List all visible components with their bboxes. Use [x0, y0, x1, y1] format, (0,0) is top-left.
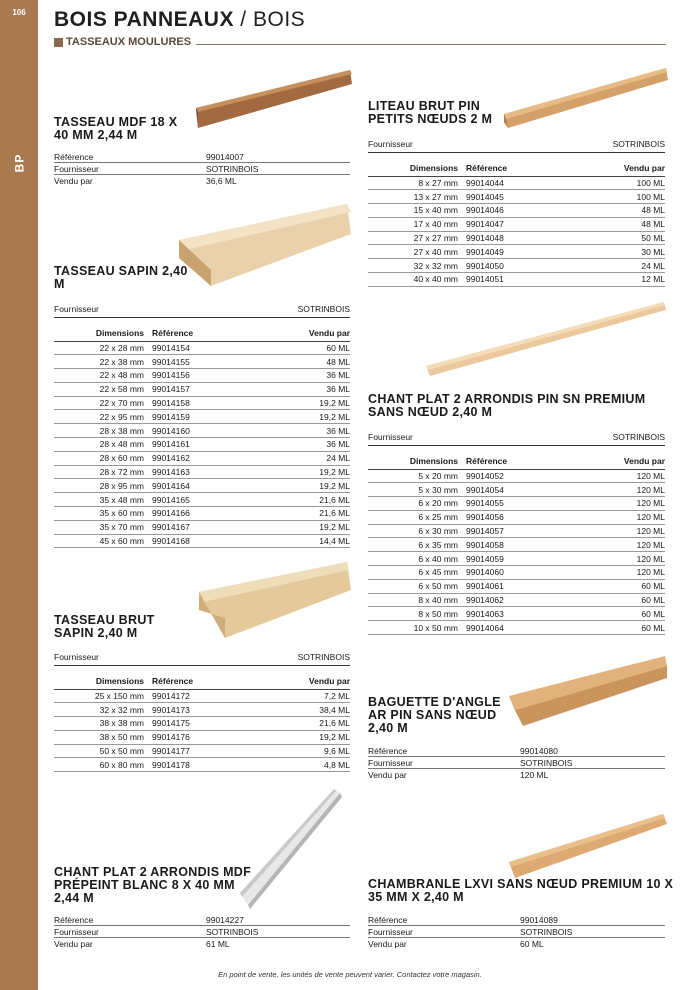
col-reference: Référence [466, 454, 586, 469]
table-header-row [368, 454, 665, 469]
cell-vendu: 19,2 ML [272, 730, 350, 744]
table-row [54, 744, 350, 758]
cell-dimensions: 17 x 40 mm [368, 217, 466, 231]
spec-row-fournisseur [368, 757, 665, 769]
cell-dimensions: 8 x 50 mm [368, 607, 466, 621]
cell-dimensions: 28 x 48 mm [54, 438, 152, 452]
liteau-brut-image [500, 64, 670, 134]
cell-reference: 99014061 [466, 579, 586, 593]
cell-reference: 99014158 [152, 396, 272, 410]
chant-plat-pin-fournisseur [368, 428, 665, 446]
page-title-main: BOIS PANNEAUX [54, 8, 234, 31]
spec-label: Fournisseur [54, 163, 99, 174]
spec-value: 60 ML [520, 939, 544, 949]
table-row [54, 689, 350, 703]
cell-vendu: 38,4 ML [272, 703, 350, 717]
cell-dimensions: 35 x 60 mm [54, 507, 152, 521]
table-row [368, 593, 665, 607]
chambranle-specs [368, 914, 665, 950]
col-reference: Référence [152, 326, 272, 341]
cell-dimensions: 22 x 28 mm [54, 341, 152, 355]
cell-reference: 99014161 [152, 438, 272, 452]
cell-dimensions: 28 x 38 mm [54, 424, 152, 438]
spec-value: 61 ML [206, 939, 230, 949]
cell-reference: 99014048 [466, 231, 586, 245]
spec-value: SOTRINBOIS [206, 163, 259, 174]
table-row [54, 758, 350, 772]
tasseau-brut-title: TASSEAU BRUT SAPIN 2,40 M [54, 613, 155, 640]
tasseau-sapin-table [54, 326, 350, 548]
cell-vendu: 21,6 ML [272, 507, 350, 521]
chambranle-image [505, 810, 670, 885]
cell-vendu: 36 ML [272, 382, 350, 396]
cell-dimensions: 8 x 27 mm [368, 176, 466, 190]
cell-reference: 99014157 [152, 382, 272, 396]
cell-vendu: 60 ML [586, 593, 665, 607]
cell-dimensions: 35 x 48 mm [54, 493, 152, 507]
tasseau-brut-image [195, 560, 355, 640]
cell-vendu: 19,2 ML [272, 479, 350, 493]
cell-vendu: 60 ML [272, 341, 350, 355]
cell-reference: 99014160 [152, 424, 272, 438]
cell-reference: 99014046 [466, 204, 586, 218]
cell-reference: 99014172 [152, 689, 272, 703]
table-row [368, 245, 665, 259]
spec-row-reference [54, 914, 350, 926]
table-row [54, 451, 350, 465]
section-heading [54, 36, 191, 48]
footer-note: En point de vente, les unités de vente peuvent varier. Contactez votre magasin. [218, 970, 482, 979]
table-row [368, 607, 665, 621]
table-header-row [54, 326, 350, 341]
liteau-brut-table [368, 161, 665, 287]
liteau-brut-fournisseur [368, 135, 665, 153]
tasseau-sapin-image [175, 200, 355, 290]
table-row [54, 424, 350, 438]
spec-label: Fournisseur [368, 757, 413, 768]
cell-reference: 99014173 [152, 703, 272, 717]
table-row [54, 355, 350, 369]
cell-vendu: 4,8 ML [272, 758, 350, 772]
cell-reference: 99014168 [152, 534, 272, 548]
fournisseur-value: SOTRINBOIS [612, 431, 665, 442]
table-row [54, 534, 350, 548]
cell-dimensions: 32 x 32 mm [54, 703, 152, 717]
sidebar-band [0, 0, 38, 990]
cell-vendu: 30 ML [586, 245, 665, 259]
cell-reference: 99014058 [466, 538, 586, 552]
cell-vendu: 12 ML [586, 273, 665, 287]
spec-value: 36,6 ML [206, 176, 237, 186]
cell-dimensions: 38 x 38 mm [54, 717, 152, 731]
spec-row-reference [54, 151, 350, 163]
spec-value: 99014089 [520, 914, 558, 925]
cell-dimensions: 40 x 40 mm [368, 273, 466, 287]
tasseau-brut-fournisseur [54, 648, 350, 666]
section-square-icon [54, 38, 63, 47]
spec-value: SOTRINBOIS [206, 926, 259, 937]
spec-label: Fournisseur [54, 926, 99, 937]
cell-vendu: 21,6 ML [272, 493, 350, 507]
cell-reference: 99014050 [466, 259, 586, 273]
cell-reference: 99014156 [152, 369, 272, 383]
table-row [54, 703, 350, 717]
cell-reference: 99014060 [466, 566, 586, 580]
section-tab-label: BP [11, 153, 26, 173]
spec-row-reference [368, 745, 665, 757]
cell-reference: 99014164 [152, 479, 272, 493]
cell-reference: 99014165 [152, 493, 272, 507]
cell-reference: 99014178 [152, 758, 272, 772]
cell-reference: 99014049 [466, 245, 586, 259]
cell-reference: 99014051 [466, 273, 586, 287]
spec-value: SOTRINBOIS [520, 926, 573, 937]
cell-reference: 99014047 [466, 217, 586, 231]
tasseau-sapin-title: TASSEAU SAPIN 2,40 M [54, 264, 188, 291]
chant-plat-mdf-title: CHANT PLAT 2 ARRONDIS MDF PRÉPEINT BLANC 8 X 40 MM 2,44 M [54, 865, 252, 905]
col-vendu: Vendu par [272, 674, 350, 689]
cell-vendu: 120 ML [586, 538, 665, 552]
cell-reference: 99014176 [152, 730, 272, 744]
cell-vendu: 7,2 ML [272, 689, 350, 703]
col-dimensions: Dimensions [368, 454, 466, 469]
cell-reference: 99014159 [152, 410, 272, 424]
spec-value: 99014227 [206, 914, 244, 925]
tasseau-mdf-title: TASSEAU MDF 18 X 40 MM 2,44 M [54, 115, 178, 142]
spec-row-vendu [368, 769, 665, 781]
col-dimensions: Dimensions [54, 326, 152, 341]
spec-value: 120 ML [520, 770, 549, 780]
cell-vendu: 100 ML [586, 176, 665, 190]
table-row [368, 204, 665, 218]
spec-label: Vendu par [54, 939, 93, 949]
cell-reference: 99014166 [152, 507, 272, 521]
cell-dimensions: 5 x 30 mm [368, 483, 466, 497]
section-tab [0, 148, 38, 178]
cell-reference: 99014162 [152, 451, 272, 465]
cell-vendu: 48 ML [586, 204, 665, 218]
table-row [368, 190, 665, 204]
spec-label: Fournisseur [368, 926, 413, 937]
table-row [368, 273, 665, 287]
table-row [368, 524, 665, 538]
cell-vendu: 60 ML [586, 621, 665, 635]
col-vendu: Vendu par [586, 454, 665, 469]
cell-vendu: 120 ML [586, 524, 665, 538]
table-row [54, 438, 350, 452]
cell-dimensions: 5 x 20 mm [368, 469, 466, 483]
spec-row-reference [368, 914, 665, 926]
fournisseur-label: Fournisseur [368, 431, 413, 442]
cell-dimensions: 22 x 38 mm [54, 355, 152, 369]
tasseau-sapin-fournisseur [54, 300, 350, 318]
cell-dimensions: 6 x 35 mm [368, 538, 466, 552]
cell-vendu: 19,2 ML [272, 396, 350, 410]
cell-dimensions: 38 x 50 mm [54, 730, 152, 744]
table-row [368, 259, 665, 273]
table-row [368, 579, 665, 593]
chant-plat-pin-image [420, 298, 670, 383]
cell-vendu: 48 ML [586, 217, 665, 231]
cell-reference: 99014057 [466, 524, 586, 538]
spec-value: SOTRINBOIS [520, 757, 573, 768]
cell-vendu: 21,6 ML [272, 717, 350, 731]
cell-dimensions: 22 x 48 mm [54, 369, 152, 383]
chant-plat-pin-table [368, 454, 665, 635]
cell-reference: 99014045 [466, 190, 586, 204]
cell-vendu: 100 ML [586, 190, 665, 204]
spec-label: Vendu par [54, 176, 93, 186]
col-dimensions: Dimensions [368, 161, 466, 176]
cell-dimensions: 22 x 70 mm [54, 396, 152, 410]
table-row [368, 552, 665, 566]
cell-dimensions: 25 x 150 mm [54, 689, 152, 703]
table-row [54, 520, 350, 534]
cell-dimensions: 35 x 70 mm [54, 520, 152, 534]
table-row [368, 566, 665, 580]
cell-vendu: 36 ML [272, 438, 350, 452]
col-vendu: Vendu par [586, 161, 665, 176]
baguette-angle-image [505, 652, 670, 732]
cell-vendu: 60 ML [586, 607, 665, 621]
spec-row-fournisseur [368, 926, 665, 938]
cell-reference: 99014052 [466, 469, 586, 483]
col-vendu: Vendu par [272, 326, 350, 341]
table-row [368, 231, 665, 245]
table-row [368, 483, 665, 497]
cell-vendu: 19,2 ML [272, 410, 350, 424]
table-row [54, 717, 350, 731]
table-row [368, 176, 665, 190]
spec-value: 99014007 [206, 151, 244, 162]
cell-reference: 99014167 [152, 520, 272, 534]
col-dimensions: Dimensions [54, 674, 152, 689]
cell-vendu: 19,2 ML [272, 465, 350, 479]
cell-reference: 99014175 [152, 717, 272, 731]
cell-dimensions: 13 x 27 mm [368, 190, 466, 204]
cell-dimensions: 32 x 32 mm [368, 259, 466, 273]
table-row [54, 382, 350, 396]
table-row [54, 410, 350, 424]
cell-vendu: 120 ML [586, 552, 665, 566]
table-row [368, 469, 665, 483]
page-title-sub: / BOIS [233, 8, 306, 31]
cell-vendu: 60 ML [586, 579, 665, 593]
spec-value: 99014080 [520, 745, 558, 756]
cell-dimensions: 45 x 60 mm [54, 534, 152, 548]
spec-label: Référence [368, 745, 408, 756]
tasseau-mdf-specs [54, 151, 350, 187]
cell-dimensions: 10 x 50 mm [368, 621, 466, 635]
cell-vendu: 120 ML [586, 510, 665, 524]
table-row [54, 465, 350, 479]
table-row [54, 493, 350, 507]
cell-dimensions: 6 x 20 mm [368, 497, 466, 511]
fournisseur-label: Fournisseur [54, 651, 99, 662]
cell-reference: 99014062 [466, 593, 586, 607]
cell-reference: 99014163 [152, 465, 272, 479]
table-row [368, 217, 665, 231]
cell-dimensions: 50 x 50 mm [54, 744, 152, 758]
table-row [368, 510, 665, 524]
table-header-row [54, 674, 350, 689]
table-row [54, 507, 350, 521]
chambranle-title: CHAMBRANLE LXVI SANS NŒUD PREMIUM 10 X 35 MM X 2,40 M [368, 877, 674, 904]
cell-reference: 99014063 [466, 607, 586, 621]
cell-dimensions: 22 x 95 mm [54, 410, 152, 424]
cell-reference: 99014154 [152, 341, 272, 355]
page-number: 106 [12, 8, 26, 17]
cell-reference: 99014055 [466, 497, 586, 511]
cell-reference: 99014064 [466, 621, 586, 635]
cell-reference: 99014059 [466, 552, 586, 566]
cell-dimensions: 60 x 80 mm [54, 758, 152, 772]
cell-reference: 99014177 [152, 744, 272, 758]
table-row [54, 341, 350, 355]
table-header-row [368, 161, 665, 176]
cell-dimensions: 27 x 40 mm [368, 245, 466, 259]
cell-vendu: 9,6 ML [272, 744, 350, 758]
cell-dimensions: 28 x 60 mm [54, 451, 152, 465]
cell-reference: 99014044 [466, 176, 586, 190]
cell-vendu: 120 ML [586, 483, 665, 497]
cell-vendu: 120 ML [586, 469, 665, 483]
page-title [54, 8, 305, 32]
spec-label: Vendu par [368, 939, 407, 949]
table-row [54, 396, 350, 410]
cell-dimensions: 28 x 95 mm [54, 479, 152, 493]
fournisseur-value: SOTRINBOIS [612, 138, 665, 149]
cell-dimensions: 22 x 58 mm [54, 382, 152, 396]
cell-vendu: 50 ML [586, 231, 665, 245]
cell-vendu: 120 ML [586, 497, 665, 511]
cell-vendu: 36 ML [272, 369, 350, 383]
baguette-angle-specs [368, 745, 665, 781]
cell-reference: 99014056 [466, 510, 586, 524]
chant-plat-mdf-specs [54, 914, 350, 950]
spec-row-fournisseur [54, 926, 350, 938]
spec-row-fournisseur [54, 163, 350, 175]
cell-vendu: 19,2 ML [272, 520, 350, 534]
cell-dimensions: 6 x 40 mm [368, 552, 466, 566]
table-row [368, 621, 665, 635]
table-row [368, 497, 665, 511]
cell-reference: 99014155 [152, 355, 272, 369]
cell-reference: 99014054 [466, 483, 586, 497]
cell-dimensions: 6 x 50 mm [368, 579, 466, 593]
cell-dimensions: 15 x 40 mm [368, 204, 466, 218]
fournisseur-value: SOTRINBOIS [297, 303, 350, 314]
header-divider [196, 44, 666, 45]
fournisseur-label: Fournisseur [368, 138, 413, 149]
spec-row-vendu [54, 175, 350, 187]
cell-vendu: 24 ML [586, 259, 665, 273]
cell-dimensions: 6 x 30 mm [368, 524, 466, 538]
liteau-brut-title: LITEAU BRUT PIN PETITS NŒUDS 2 M [368, 99, 493, 126]
cell-dimensions: 6 x 25 mm [368, 510, 466, 524]
tasseau-brut-table [54, 674, 350, 772]
spec-label: Vendu par [368, 770, 407, 780]
table-row [54, 369, 350, 383]
tasseau-mdf-image [190, 66, 355, 146]
table-row [54, 730, 350, 744]
col-reference: Référence [466, 161, 586, 176]
col-reference: Référence [152, 674, 272, 689]
spec-row-vendu [368, 938, 665, 950]
table-row [368, 538, 665, 552]
spec-label: Référence [54, 151, 94, 162]
baguette-angle-title: BAGUETTE D'ANGLE AR PIN SANS NŒUD 2,40 M [368, 695, 501, 735]
cell-dimensions: 28 x 72 mm [54, 465, 152, 479]
section-heading-label: TASSEAUX MOULURES [66, 36, 192, 48]
chant-plat-pin-title: CHANT PLAT 2 ARRONDIS PIN SN PREMIUM SANS NŒUD 2,40 M [368, 392, 646, 419]
cell-vendu: 24 ML [272, 451, 350, 465]
cell-dimensions: 27 x 27 mm [368, 231, 466, 245]
cell-dimensions: 6 x 45 mm [368, 566, 466, 580]
table-row [54, 479, 350, 493]
cell-vendu: 48 ML [272, 355, 350, 369]
fournisseur-label: Fournisseur [54, 303, 99, 314]
cell-vendu: 14,4 ML [272, 534, 350, 548]
cell-dimensions: 8 x 40 mm [368, 593, 466, 607]
cell-vendu: 120 ML [586, 566, 665, 580]
spec-row-vendu [54, 938, 350, 950]
fournisseur-value: SOTRINBOIS [297, 651, 350, 662]
spec-label: Référence [368, 914, 408, 925]
spec-label: Référence [54, 914, 94, 925]
cell-vendu: 36 ML [272, 424, 350, 438]
